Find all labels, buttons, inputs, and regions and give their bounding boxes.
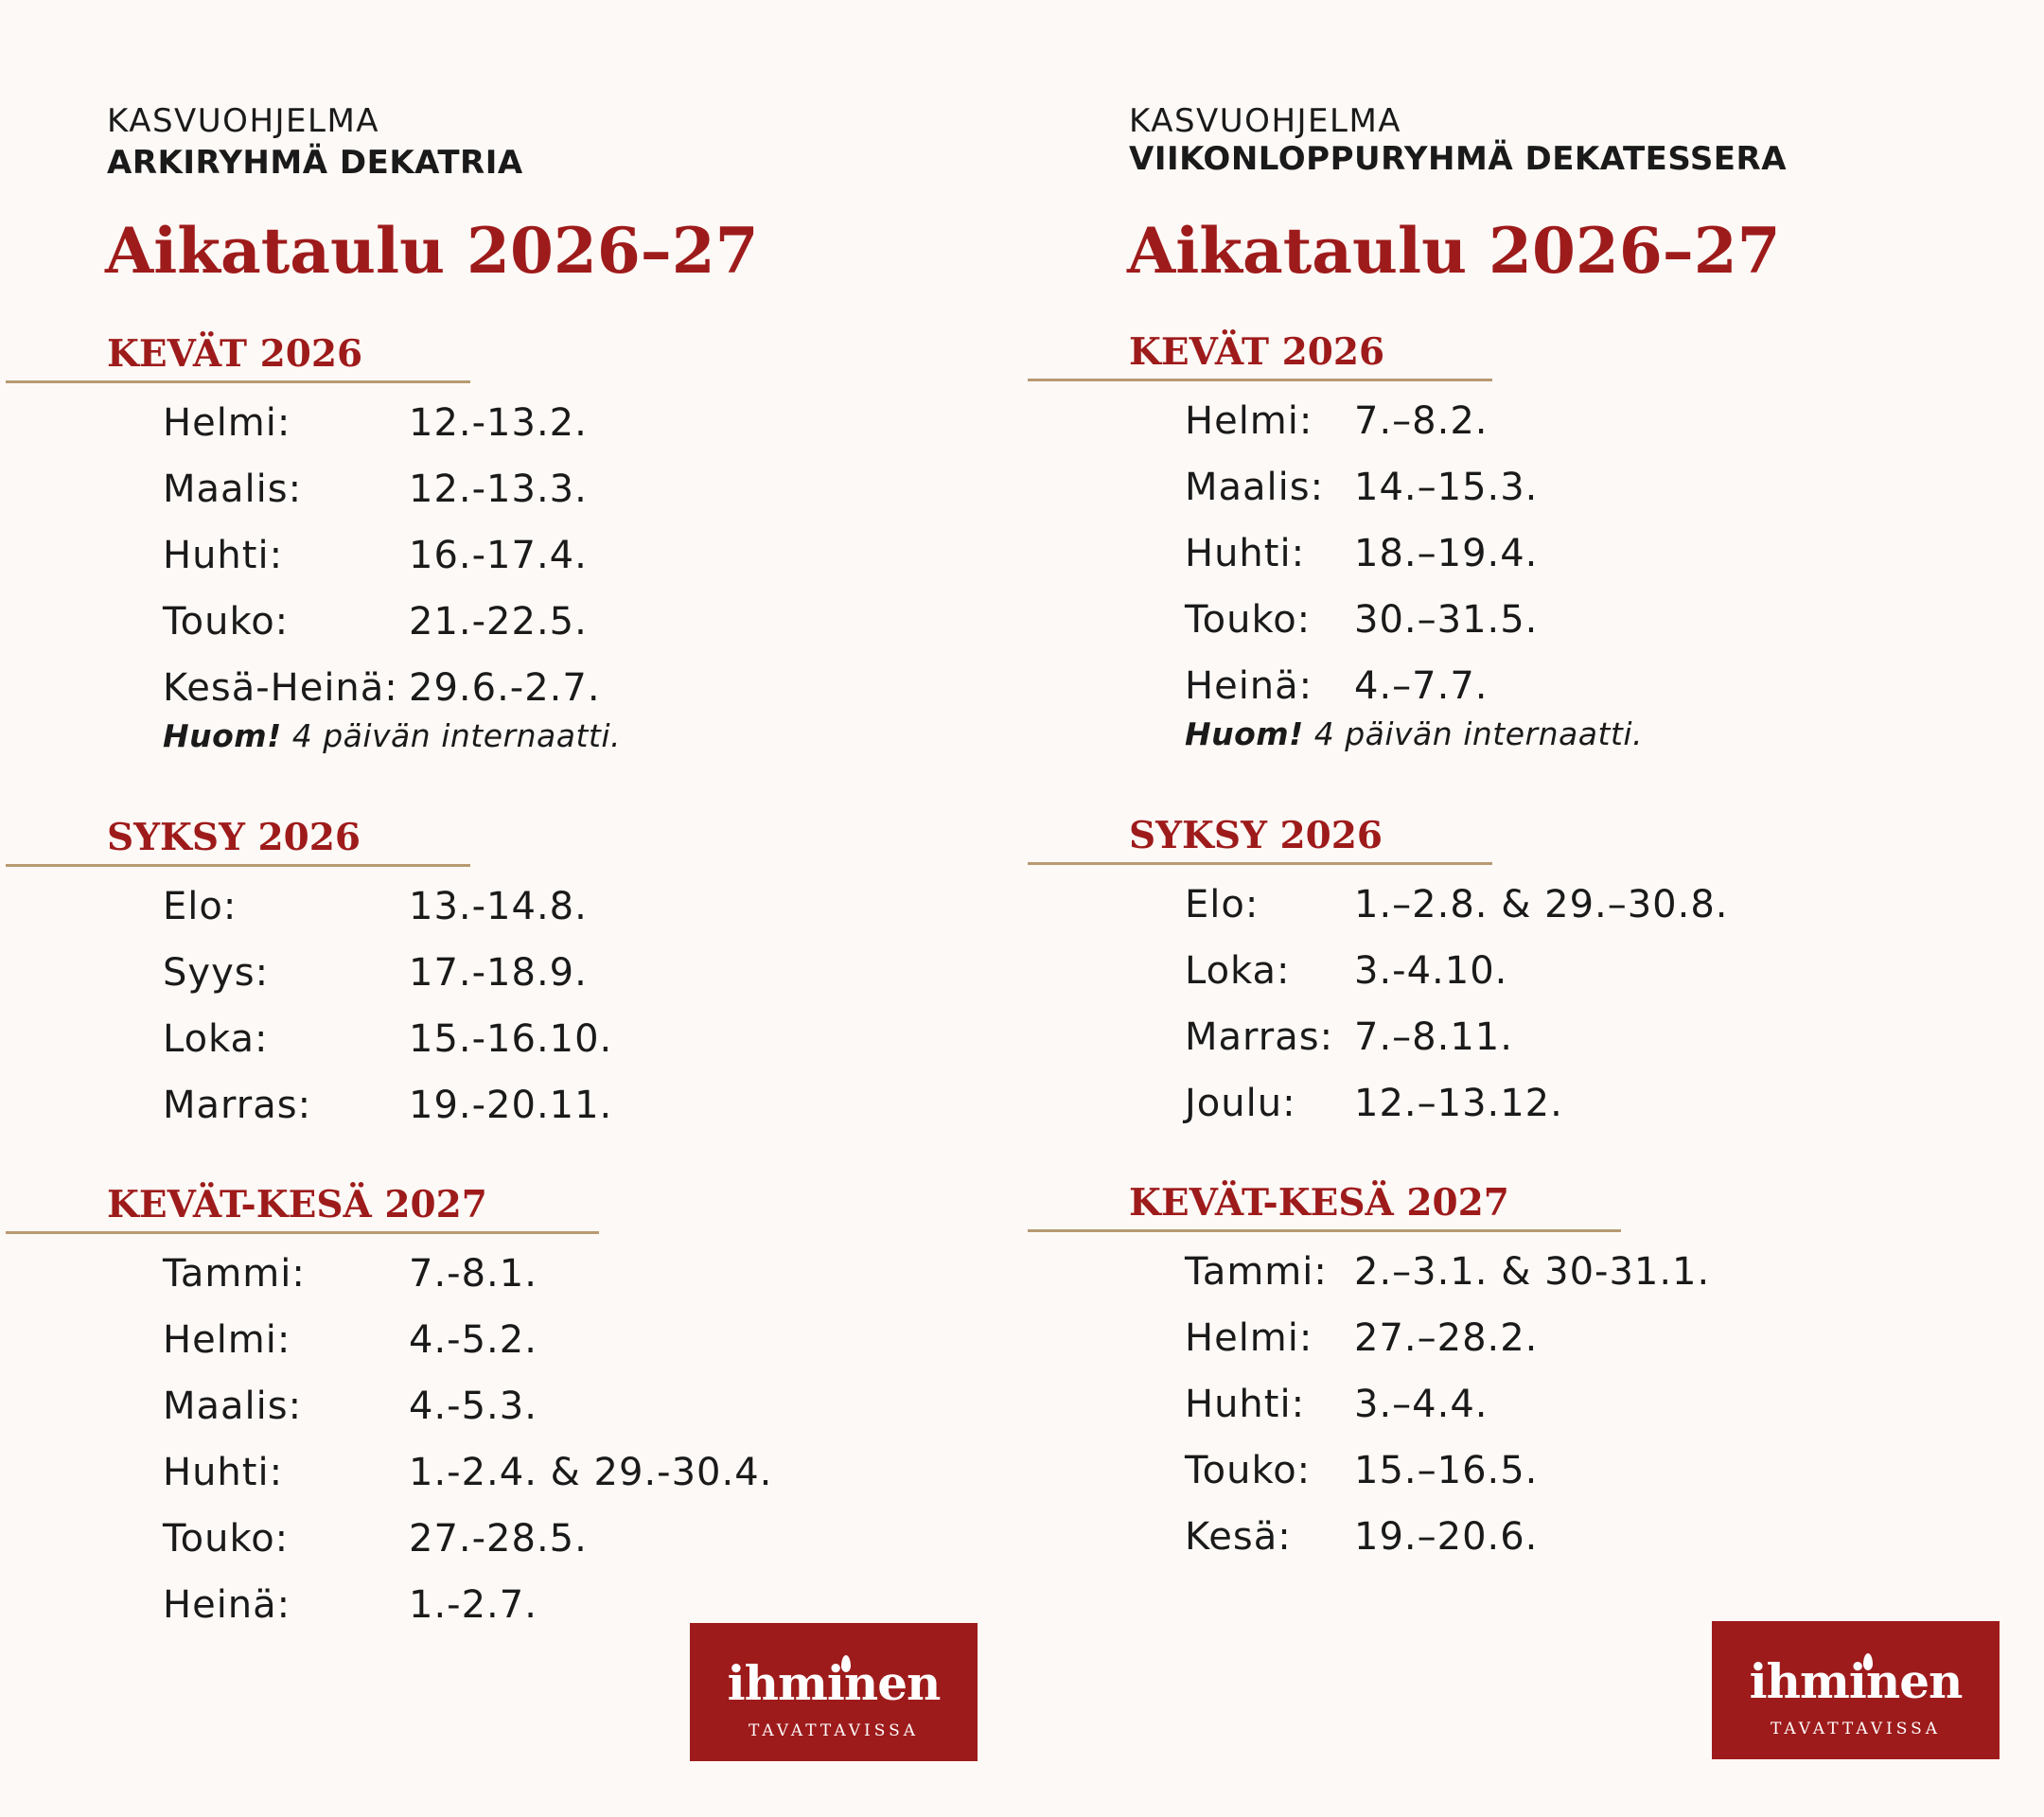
section-divider <box>6 864 470 867</box>
note-emphasis: Huom! <box>163 717 282 754</box>
date-range: 29.6.-2.7. <box>409 666 601 710</box>
date-range: 7.–8.11. <box>1354 1015 1513 1059</box>
month-label: Kesä: <box>1185 1515 1292 1559</box>
schedule-panel-right <box>1022 0 2044 1817</box>
group-name: VIIKONLOPPURYHMÄ DEKATESSERA <box>1129 140 1788 178</box>
month-label: Marras: <box>1185 1015 1334 1059</box>
note-text: 4 päivän internaatti. <box>281 717 621 754</box>
note-text: 4 päivän internaatti. <box>1303 715 1643 752</box>
section-divider <box>1028 1229 1621 1232</box>
month-label: Maalis: <box>163 467 303 511</box>
date-range: 27.–28.2. <box>1354 1316 1539 1360</box>
date-range: 16.-17.4. <box>409 534 588 577</box>
section-divider <box>1028 379 1492 381</box>
section-divider <box>6 1231 599 1234</box>
date-range: 3.–4.4. <box>1354 1383 1489 1426</box>
date-range: 4.-5.3. <box>409 1385 537 1428</box>
note <box>163 714 621 759</box>
page-title: Aikataulu 2026–27 <box>105 214 759 288</box>
month-label: Tammi: <box>163 1252 306 1296</box>
month-label: Elo: <box>1185 883 1260 926</box>
month-label: Touko: <box>163 1517 290 1561</box>
month-label: Huhti: <box>1185 532 1306 575</box>
date-range: 19.–20.6. <box>1354 1515 1539 1559</box>
month-label: Helmi: <box>163 401 291 445</box>
month-label: Huhti: <box>163 534 284 577</box>
program-label: KASVUOHJELMA <box>107 102 380 140</box>
date-range: 21.-22.5. <box>409 600 588 644</box>
date-range: 18.–19.4. <box>1354 532 1539 575</box>
note <box>1185 712 1643 757</box>
date-range: 17.-18.9. <box>409 951 588 995</box>
section-heading: SYKSY 2026 <box>107 816 361 859</box>
month-label: Touko: <box>1185 598 1312 642</box>
ihminen-logo <box>690 1623 978 1761</box>
group-name: ARKIRYHMÄ DEKATRIA <box>107 144 523 182</box>
logo-tagline: TAVATTAVISSA <box>1770 1720 1942 1738</box>
month-label: Marras: <box>163 1084 312 1127</box>
month-label: Huhti: <box>163 1451 284 1494</box>
date-range: 12.-13.3. <box>409 467 588 511</box>
section-heading: KEVÄT 2026 <box>1129 330 1385 374</box>
section-divider <box>6 380 470 383</box>
date-range: 19.-20.11. <box>409 1084 613 1127</box>
month-label: Helmi: <box>1185 399 1313 443</box>
date-range: 3.-4.10. <box>1354 949 1508 993</box>
date-range: 1.–2.8. & 29.–30.8. <box>1354 883 1729 926</box>
month-label: Helmi: <box>163 1318 291 1362</box>
date-range: 15.–16.5. <box>1354 1449 1539 1492</box>
section-heading: KEVÄT 2026 <box>107 332 363 376</box>
logo-tagline: TAVATTAVISSA <box>748 1721 920 1740</box>
date-range: 7.–8.2. <box>1354 399 1489 443</box>
month-label: Loka: <box>163 1017 269 1061</box>
month-label: Loka: <box>1185 949 1291 993</box>
date-range: 27.-28.5. <box>409 1517 588 1561</box>
month-label: Maalis: <box>1185 466 1325 509</box>
date-range: 4.-5.2. <box>409 1318 537 1362</box>
date-range: 1.-2.7. <box>409 1583 537 1627</box>
month-label: Tammi: <box>1185 1250 1328 1294</box>
month-label: Helmi: <box>1185 1316 1313 1360</box>
month-label: Elo: <box>163 885 238 928</box>
month-label: Maalis: <box>163 1385 303 1428</box>
month-label: Heinä: <box>163 1583 291 1627</box>
date-range: 1.-2.4. & 29.-30.4. <box>409 1451 773 1494</box>
section-heading: KEVÄT-KESÄ 2027 <box>107 1183 487 1226</box>
section-heading: SYKSY 2026 <box>1129 814 1383 857</box>
date-range: 12.–13.12. <box>1354 1082 1563 1125</box>
date-range: 30.–31.5. <box>1354 598 1539 642</box>
page-title: Aikataulu 2026–27 <box>1127 214 1781 288</box>
date-range: 14.–15.3. <box>1354 466 1539 509</box>
program-label: KASVUOHJELMA <box>1129 102 1402 140</box>
month-label: Syys: <box>163 951 270 995</box>
date-range: 2.–3.1. & 30-31.1. <box>1354 1250 1711 1294</box>
section-heading: KEVÄT-KESÄ 2027 <box>1129 1181 1509 1225</box>
ihminen-logo <box>1712 1621 2000 1759</box>
month-label: Huhti: <box>1185 1383 1306 1426</box>
section-divider <box>1028 862 1492 865</box>
month-label: Joulu: <box>1185 1082 1296 1125</box>
logo-wordmark: ihminen <box>1749 1653 1963 1709</box>
date-range: 7.-8.1. <box>409 1252 537 1296</box>
date-range: 4.–7.7. <box>1354 664 1489 708</box>
month-label: Kesä-Heinä: <box>163 666 398 710</box>
date-range: 13.-14.8. <box>409 885 588 928</box>
logo-wordmark: ihminen <box>727 1655 941 1711</box>
month-label: Heinä: <box>1185 664 1313 708</box>
month-label: Touko: <box>1185 1449 1312 1492</box>
date-range: 15.-16.10. <box>409 1017 613 1061</box>
date-range: 12.-13.2. <box>409 401 588 445</box>
note-emphasis: Huom! <box>1185 715 1304 752</box>
month-label: Touko: <box>163 600 290 644</box>
